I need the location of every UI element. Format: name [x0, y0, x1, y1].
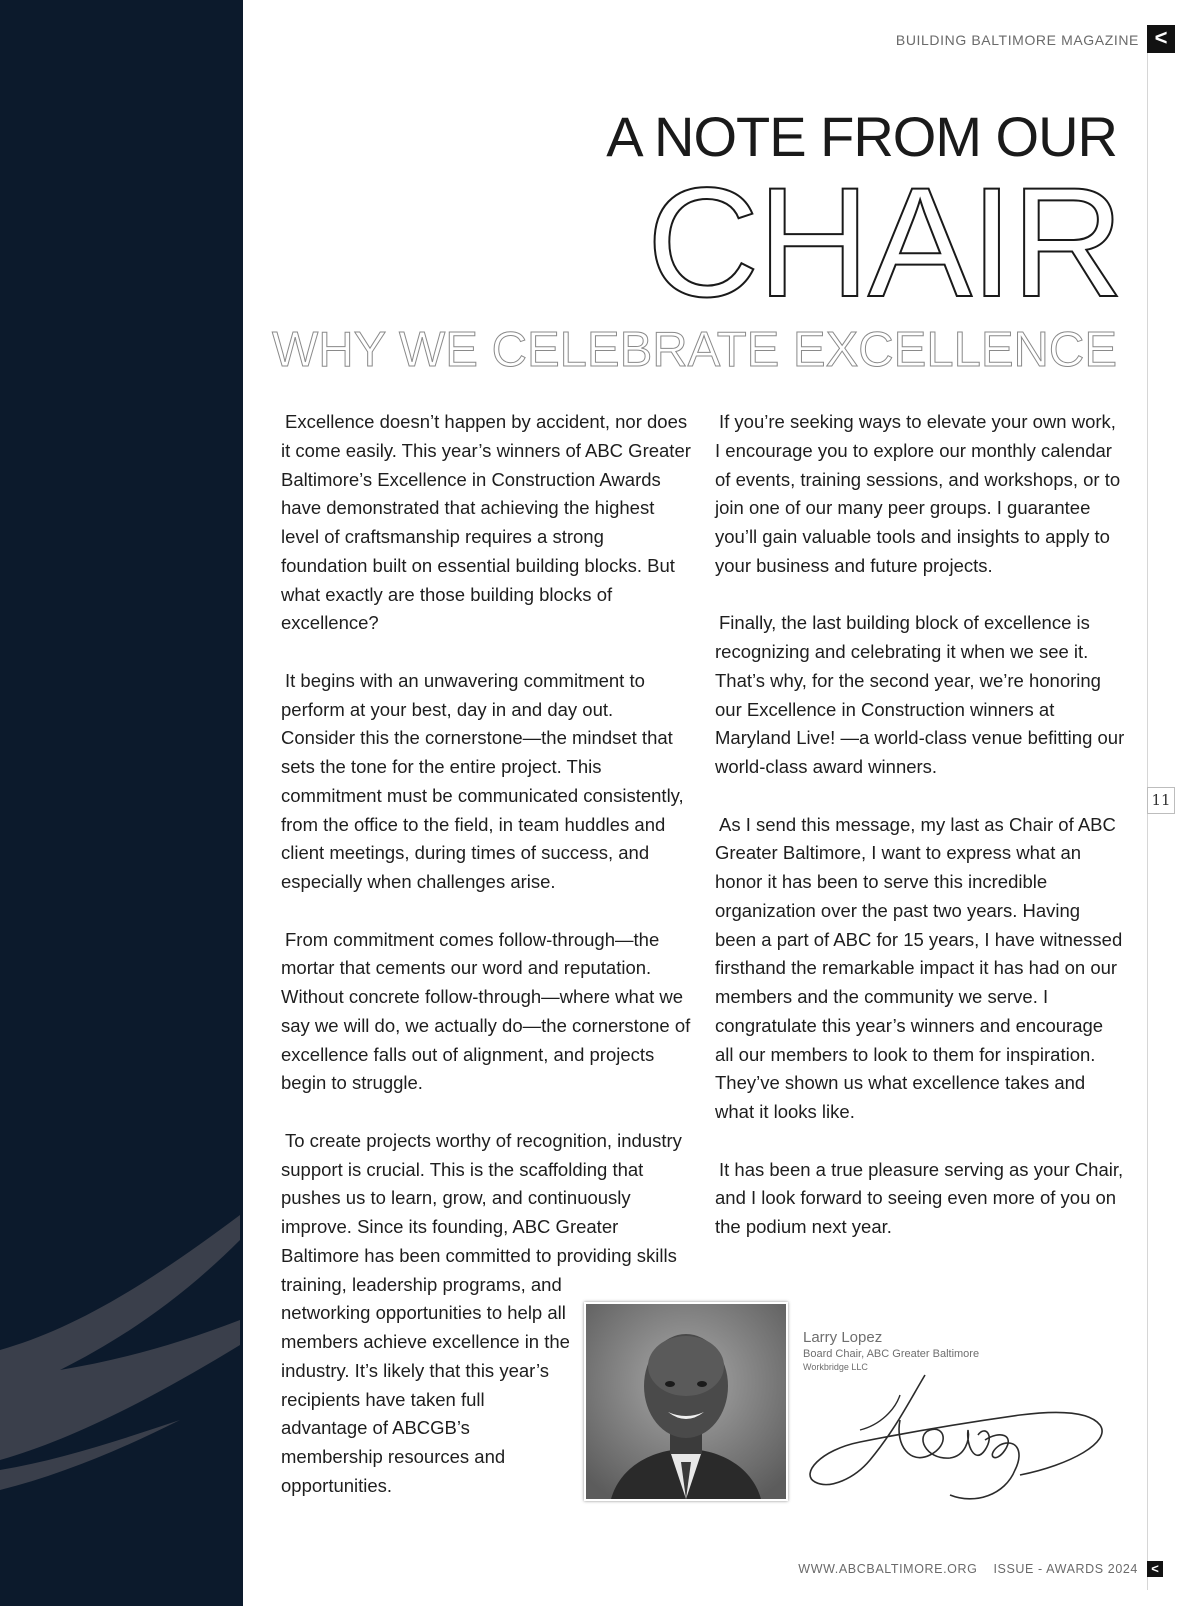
article-paragraph: To create projects worthy of recognition, industry support is crucial. This is the scaffolding that pushes us to learn, grow, and continuously improve. Since its founding, ABC Greater Baltimore has been committed to providing skills training, leadership programs, and	[281, 1129, 682, 1295]
article-paragraph: Finally, the last building block of excellence is recognizing and celebrating it when we see it. That’s why, for the second year, we’re honoring our Excellence in Construction winners at Maryland Live! —a world-class venue befitting our world-class award winners.	[715, 612, 1125, 777]
article-paragraph: It has been a true pleasure serving as your Chair, and I look forward to seeing even more of you on the podium next year.	[715, 1158, 1124, 1237]
article-paragraph: From commitment comes follow-through—the mortar that cements our word and reputation. Without concrete follow-through—where what we say we will do, we actually do—the cornerstone of excellence falls out of alignment, and projects begin to struggle.	[281, 928, 691, 1094]
back-arrow-icon[interactable]: <	[1147, 25, 1175, 53]
title-line-1: A NOTE FROM OUR	[606, 105, 1117, 168]
footer-back-arrow-icon[interactable]: <	[1147, 1561, 1163, 1577]
article-paragraph: If you’re seeking ways to elevate your own work, I encourage you to explore our monthly calendar of events, training sessions, and workshops, or to join one of our many peer groups. I guarantee you’ll gain valuable tools and insights to apply to your business and future projects.	[715, 411, 1121, 576]
author-title: Board Chair, ABC Greater Baltimore	[803, 1348, 980, 1360]
article-paragraph: networking opportunities to help all members achieve excellence in the industry. It’s likely that this year’s recipients have taken full advantage of ABCGB’s membership resources and opportunities.	[281, 1302, 570, 1496]
page-number: 11	[1147, 787, 1175, 814]
magazine-name: BUILDING BALTIMORE MAGAZINE	[895, 32, 1139, 48]
article-paragraph: As I send this message, my last as Chair of ABC Greater Baltimore, I want to express what an honor it has been to serve this incredible organization over the past two years. Having been a part of ABC for 15 years, I have witnessed firsthand the remarkable impact it has had on our members and the community we serve. I congratulate this year’s winners and encourage all our members to look to them for inspiration. They’ve shown us what excellence takes and what it looks like.	[715, 813, 1123, 1122]
author-portrait-photo	[584, 1302, 788, 1501]
author-company: Workbridge LLC	[803, 1362, 868, 1372]
footer-info	[798, 1562, 1138, 1576]
author-signature	[800, 1370, 1110, 1510]
footer-issue: ISSUE - AWARDS 2024	[993, 1562, 1138, 1576]
right-margin-rule	[1147, 50, 1148, 1590]
title-line-2: CHAIR	[646, 156, 1122, 330]
article-paragraph: Excellence doesn’t happen by accident, nor does it come easily. This year’s winners of ABC Greater Baltimore’s Excellence in Construction Awards have demonstrated that achieving the highest level of craftsmanship requires a strong foundation built on essential building blocks. But what exactly are those building blocks of excellence?	[281, 411, 691, 634]
feather-decoration-icon	[0, 0, 243, 1606]
article-right-column	[715, 408, 1125, 1271]
footer-website[interactable]: WWW.ABCBALTIMORE.ORG	[798, 1562, 978, 1576]
article-paragraph: It begins with an unwavering commitment to perform at your best, day in and day out. Consider this the cornerstone—the mindset that sets the tone for the entire project. This commitment must be communicated consistently, from the office to the field, in team huddles and client meetings, during times of success, and especially when challenges arise.	[281, 669, 684, 892]
left-sidebar-band	[0, 0, 243, 1606]
author-name: Larry Lopez	[803, 1329, 883, 1346]
article-subtitle: WHY WE CELEBRATE EXCELLENCE	[271, 323, 1117, 377]
